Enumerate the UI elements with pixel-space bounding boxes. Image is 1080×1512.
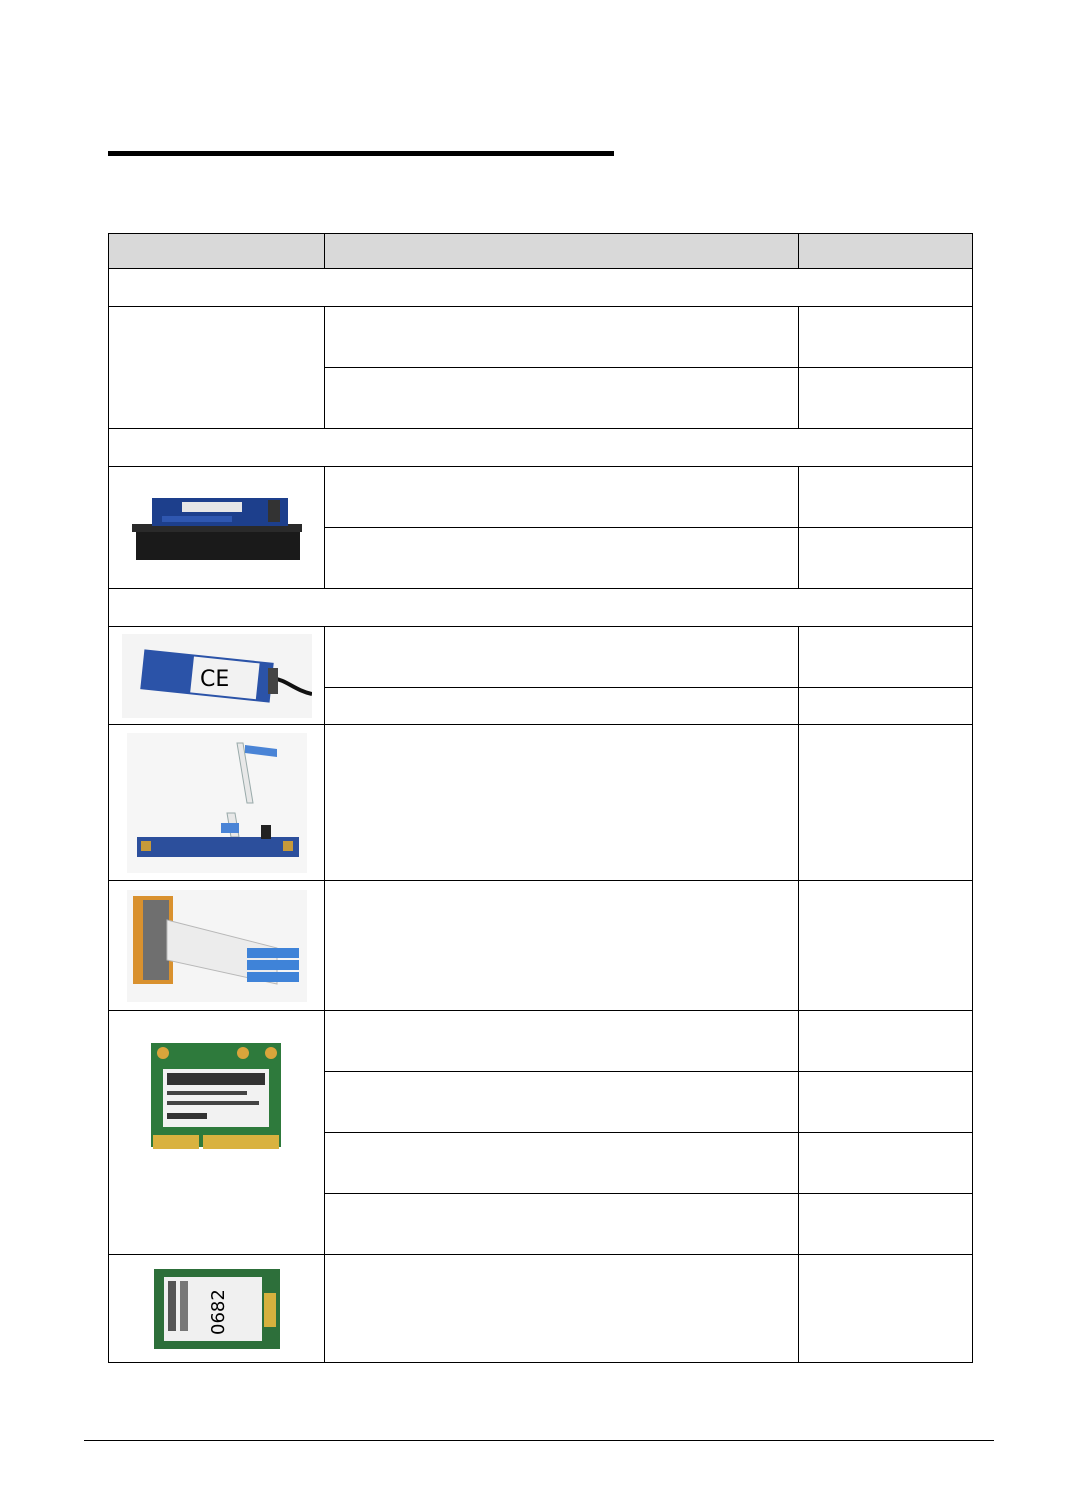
part-number-cell	[799, 688, 973, 725]
description-cell	[325, 368, 799, 429]
footer-rule	[84, 1440, 994, 1441]
description-cell	[325, 1194, 799, 1255]
svg-text:CE: CE	[199, 666, 229, 692]
category-row	[109, 269, 973, 307]
category-row	[109, 429, 973, 467]
antenna-cable-photo	[122, 634, 312, 718]
3g-card-photo	[152, 1263, 282, 1355]
wlan-card-image-cell	[109, 1011, 325, 1255]
led-board-image-cell	[109, 725, 325, 881]
part-number-cell	[799, 1072, 973, 1133]
wlan-card-photo	[149, 1039, 285, 1157]
header-part-number	[799, 234, 973, 269]
part-number-cell	[799, 1133, 973, 1194]
part-number-cell	[799, 725, 973, 881]
header-description	[325, 234, 799, 269]
heading-underline	[108, 151, 614, 156]
description-cell	[325, 528, 799, 589]
part-number-cell	[799, 307, 973, 368]
description-cell	[325, 688, 799, 725]
battery-photo	[122, 488, 312, 568]
part-number-cell	[799, 1011, 973, 1072]
part-number-cell	[799, 1194, 973, 1255]
part-number-cell	[799, 368, 973, 429]
svg-text:0682: 0682	[207, 1288, 229, 1335]
description-cell	[325, 1072, 799, 1133]
table-header-row	[109, 234, 973, 269]
part-number-cell	[799, 627, 973, 688]
card-reader-board-photo	[127, 890, 307, 1002]
description-cell	[325, 467, 799, 528]
description-cell	[325, 307, 799, 368]
parts-list-table	[108, 233, 973, 1363]
part-number-cell	[799, 467, 973, 528]
image-cell-empty	[109, 307, 325, 429]
battery-image-cell	[109, 467, 325, 589]
description-cell	[325, 1011, 799, 1072]
category-row	[109, 589, 973, 627]
description-cell	[325, 1255, 799, 1363]
3g-card-image-cell	[109, 1255, 325, 1363]
description-cell	[325, 1133, 799, 1194]
antenna-image-cell	[109, 627, 325, 725]
description-cell	[325, 627, 799, 688]
led-board-photo	[127, 733, 307, 873]
part-number-cell	[799, 1255, 973, 1363]
description-cell	[325, 881, 799, 1011]
part-number-cell	[799, 528, 973, 589]
card-reader-image-cell	[109, 881, 325, 1011]
description-cell	[325, 725, 799, 881]
header-picture	[109, 234, 325, 269]
part-number-cell	[799, 881, 973, 1011]
